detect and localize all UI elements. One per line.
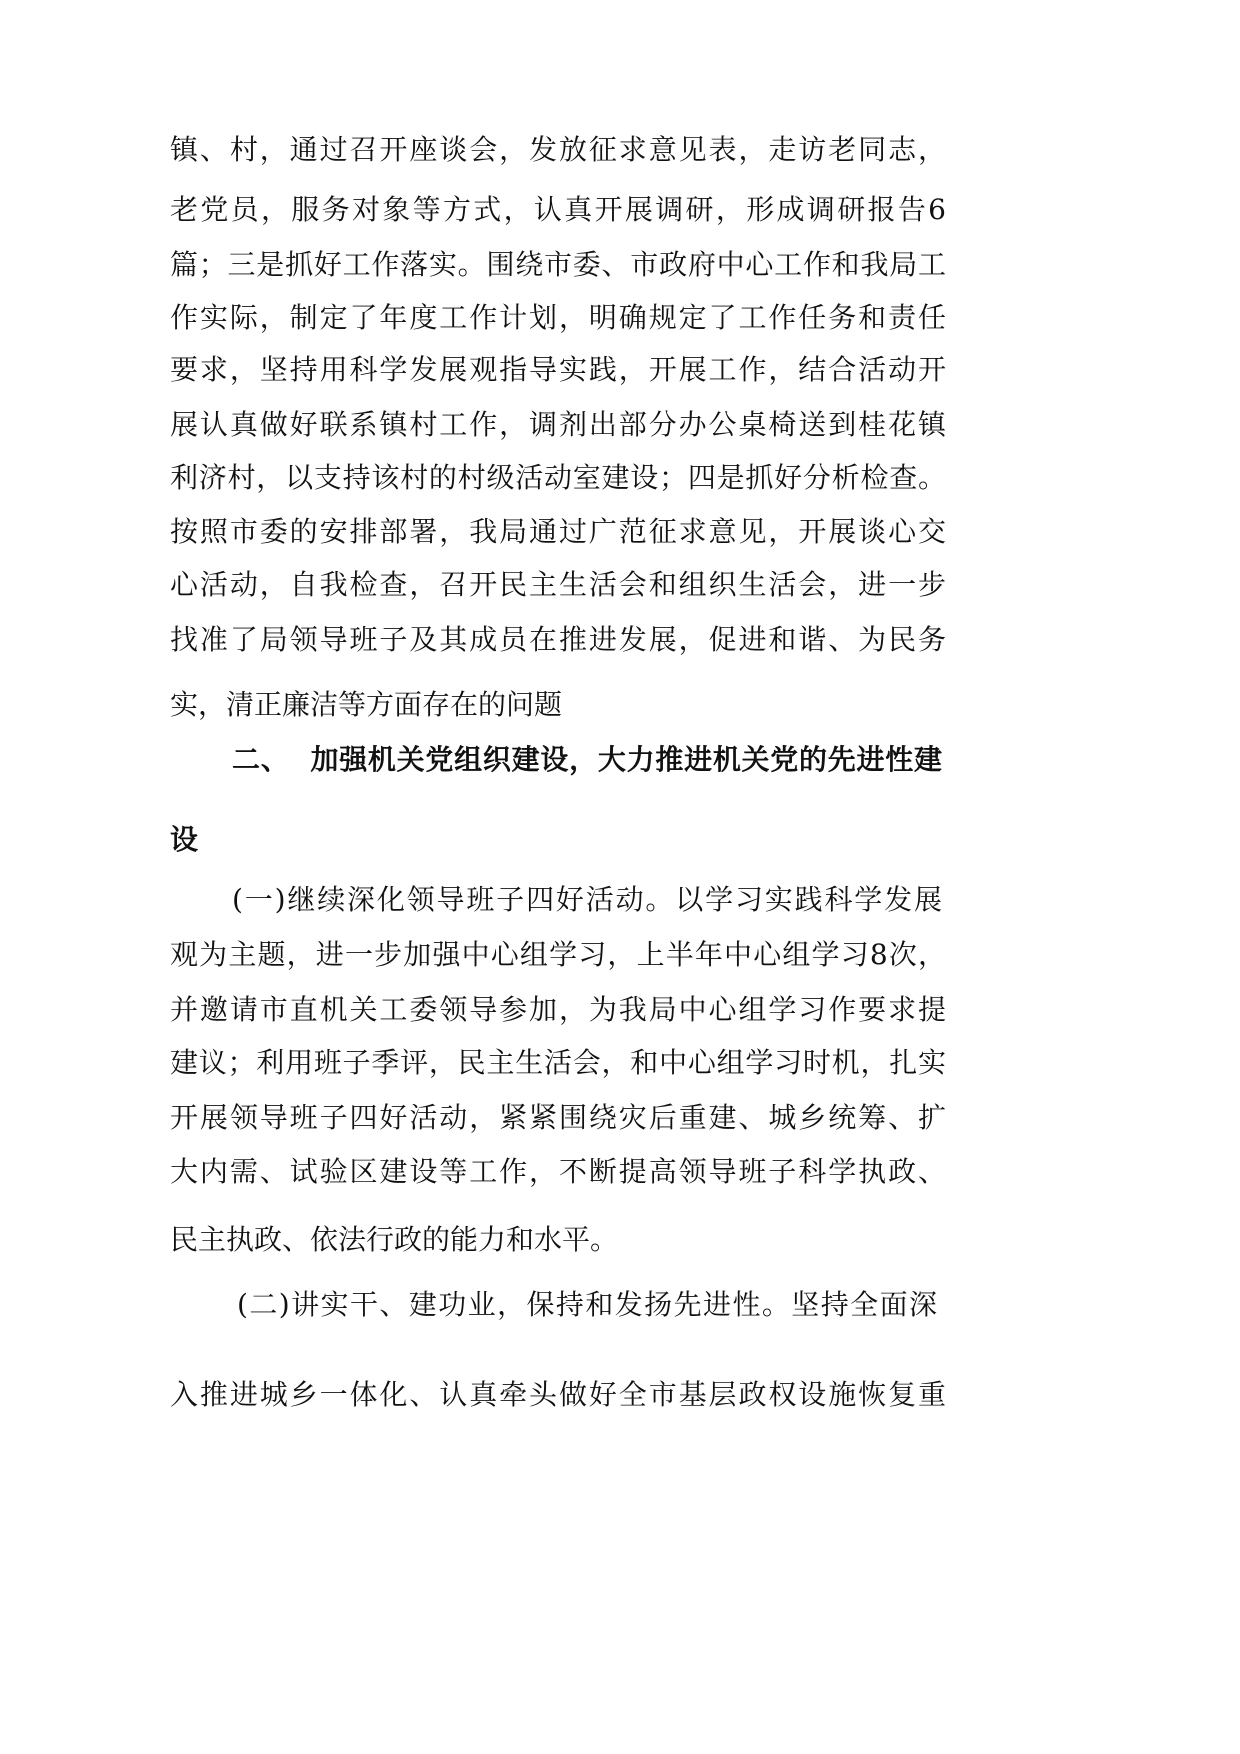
body-text-line: 观为主题，进一步加强中心组学习，上半年中心组学习8次，: [170, 938, 946, 971]
body-text-line: 心活动，自我检查，召开民主生活会和组织生活会，进一步: [170, 568, 946, 601]
body-text-line: 要求，坚持用科学发展观指导实践，开展工作，结合活动开: [170, 353, 946, 386]
body-text-line: 老党员，服务对象等方式，认真开展调研，形成调研报告6: [170, 193, 946, 226]
body-text-line: 利济村，以支持该村的村级活动室建设；四是抓好分析检查。: [170, 461, 946, 494]
section-heading: 二、 加强机关党组织建设，大力推进机关党的先进性建: [232, 743, 942, 776]
body-text-line: 并邀请市直机关工委领导参加，为我局中心组学习作要求提: [170, 993, 946, 1026]
body-text-line: 镇、村，通过召开座谈会，发放征求意见表，走访老同志，: [170, 133, 946, 166]
body-text-line: 开展领导班子四好活动，紧紧围绕灾后重建、城乡统筹、扩: [170, 1101, 946, 1134]
body-text-line: 民主执政、依法行政的能力和水平。: [170, 1223, 619, 1256]
body-text-line: 篇；三是抓好工作落实。围绕市委、市政府中心工作和我局工: [170, 248, 946, 281]
body-text-line: 大内需、试验区建设等工作，不断提高领导班子科学执政、: [170, 1155, 946, 1188]
subsection-paragraph-start: (二)讲实干、建功业，保持和发扬先进性。坚持全面深: [237, 1288, 937, 1321]
subsection-paragraph-start: (一)继续深化领导班子四好活动。以学习实践科学发展: [232, 883, 942, 916]
section-heading-continuation: 设: [170, 823, 199, 856]
body-text-line: 展认真做好联系镇村工作，调剂出部分办公桌椅送到桂花镇: [170, 408, 946, 441]
body-text-line: 作实际，制定了年度工作计划，明确规定了工作任务和责任: [170, 301, 946, 334]
body-text-line: 实，清正廉洁等方面存在的问题: [170, 688, 563, 721]
body-text-line: 入推进城乡一体化、认真牵头做好全市基层政权设施恢复重: [170, 1378, 946, 1411]
body-text-line: 建议；利用班子季评，民主生活会，和中心组学习时机，扎实: [170, 1046, 946, 1079]
body-text-line: 按照市委的安排部署，我局通过广范征求意见，开展谈心交: [170, 515, 946, 548]
body-text-line: 找准了局领导班子及其成员在推进发展，促进和谐、为民务: [170, 623, 946, 656]
